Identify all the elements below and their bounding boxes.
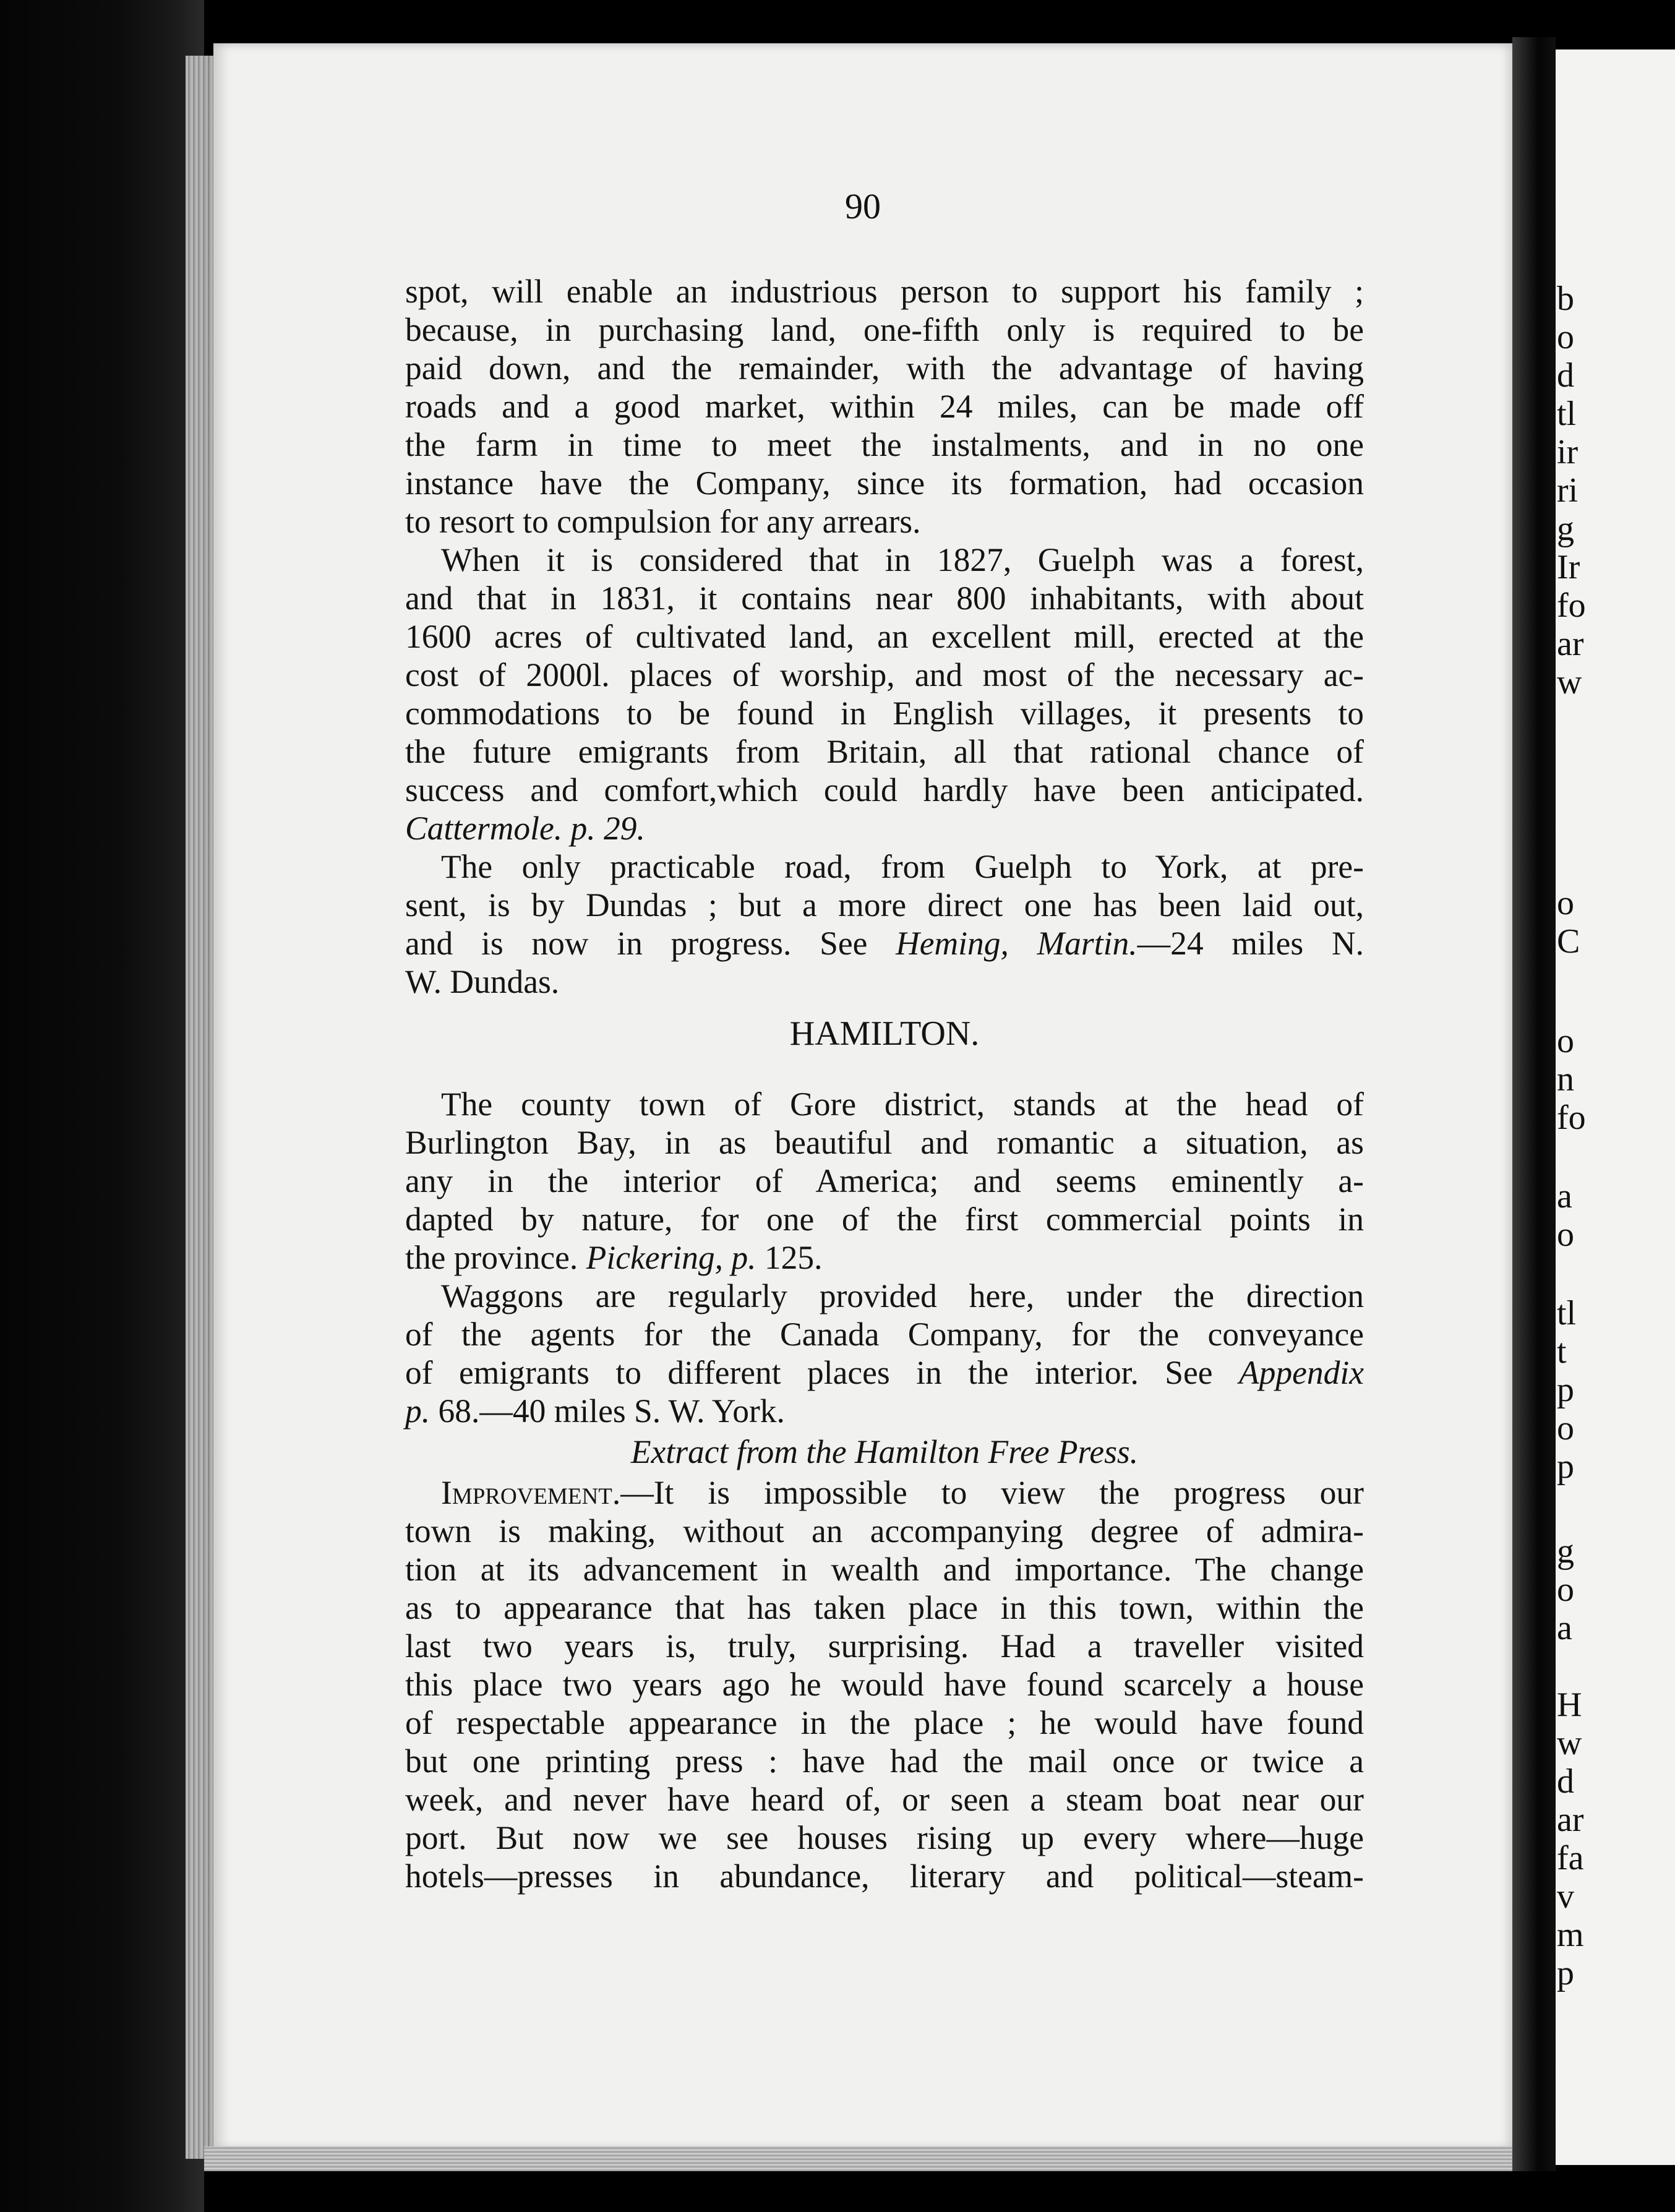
citation: Cattermole. p. 29. — [405, 810, 645, 847]
text-line: because, in purchasing land, one-fifth only is required to be — [405, 311, 1364, 348]
next-page-letters: a — [1557, 1609, 1572, 1647]
text-line: Burlington Bay, in as beautiful and romantic a situation, as — [405, 1124, 1364, 1161]
next-page-letters: t — [1557, 1332, 1567, 1371]
text-line: and that in 1831, it contains near 800 inhabitants, with about — [405, 580, 1364, 617]
text-line: to resort to compulsion for any arrears. — [405, 503, 921, 540]
text-line: the farm in time to meet the instalments, and in no one — [405, 426, 1364, 463]
text-line: sent, is by Dundas ; but a more direct one has been laid out, — [405, 886, 1364, 924]
next-page-letters: p — [1557, 1447, 1574, 1486]
text-line: paid down, and the remainder, with the advantage of having — [405, 349, 1364, 387]
text-line: W. Dundas. — [405, 963, 560, 1000]
text-line: of respectable appearance in the place ; he would have found — [405, 1704, 1364, 1741]
reference: Appendix — [1238, 1354, 1364, 1391]
next-page-letters: m — [1557, 1916, 1584, 1954]
text-line: the future emigrants from Britain, all that rational chance of — [405, 733, 1364, 770]
text-line: as to appearance that has taken place in this town, within the — [405, 1589, 1364, 1626]
text-line: The only practicable road, from Guelph to York, at pre- — [441, 848, 1364, 885]
text-line: the province. Pickering, p. 125. — [405, 1239, 823, 1276]
next-page-letters: n — [1557, 1060, 1574, 1099]
text-line: port. But now we see houses rising up every where—huge — [405, 1819, 1364, 1856]
next-page-letters: fa — [1557, 1839, 1584, 1877]
next-page-letters: p — [1557, 1371, 1574, 1409]
next-page-letters: fo — [1557, 1099, 1586, 1137]
next-page-letters: o — [1557, 884, 1574, 922]
text-line: spot, will enable an industrious person to support his family ; — [405, 273, 1364, 310]
book-gutter — [1512, 37, 1556, 2171]
text-line: commodations to be found in English villages, it presents to — [405, 695, 1364, 732]
text-line: roads and a good market, within 24 miles, can be made off — [405, 388, 1364, 425]
section-heading: HAMILTON. — [789, 1014, 980, 1053]
next-page-letters: ri — [1557, 471, 1579, 510]
next-page-letters: o — [1557, 1022, 1574, 1060]
next-page-fragment — [1556, 49, 1675, 2165]
text-line: success and comfort,which could hardly have been anticipated. — [405, 771, 1364, 808]
text-line: any in the interior of America; and seems eminently a- — [405, 1162, 1364, 1199]
next-page-letters: o — [1557, 1215, 1574, 1254]
text-line: but one printing press : have had the mail once or twice a — [405, 1743, 1364, 1780]
next-page-letters: b — [1557, 280, 1574, 318]
next-page-letters: ar — [1557, 1801, 1584, 1839]
next-page-letters: w — [1557, 663, 1582, 701]
text-line: 1600 acres of cultivated land, an excellent mill, erected at the — [405, 618, 1364, 655]
next-page-letters: ar — [1557, 625, 1584, 663]
text-line: Waggons are regularly provided here, under the direction — [441, 1277, 1364, 1314]
next-page-letters: p — [1557, 1954, 1574, 1992]
next-page-letters: d — [1557, 1762, 1574, 1801]
next-page-letters: w — [1557, 1724, 1582, 1762]
next-page-letters: fo — [1557, 586, 1586, 625]
next-page-letters: C — [1557, 922, 1580, 961]
page-bottom-edge — [204, 2146, 1534, 2171]
text-line: and is now in progress. See Heming, Martin.—24 miles N. — [405, 925, 1364, 962]
next-page-letters: o — [1557, 318, 1574, 356]
lead-word: Improvement. — [441, 1474, 621, 1511]
text-line: hotels—presses in abundance, literary and political—steam- — [405, 1858, 1364, 1895]
next-page-letters: g — [1557, 1532, 1574, 1571]
next-page-letters: H — [1557, 1686, 1582, 1724]
next-page-letters: v — [1557, 1877, 1574, 1916]
text-line: instance have the Company, since its formation, had occasion — [405, 465, 1364, 502]
text-line: of the agents for the Canada Company, for the conveyance — [405, 1316, 1364, 1353]
page-number: 90 — [845, 186, 881, 226]
next-page-letters: g — [1557, 510, 1574, 548]
next-page-letters: ir — [1557, 433, 1579, 471]
text-line: this place two years ago he would have found scarcely a house — [405, 1666, 1364, 1703]
next-page-letters: Ir — [1557, 548, 1580, 586]
text-line: The county town of Gore district, stands at the head of — [441, 1086, 1364, 1123]
next-page-letters: o — [1557, 1571, 1574, 1609]
text-line: dapted by nature, for one of the first commercial points in — [405, 1201, 1364, 1238]
next-page-letters: a — [1557, 1177, 1572, 1215]
next-page-letters: tl — [1557, 1294, 1577, 1332]
text-line: town is making, without an accompanying degree of admira- — [405, 1512, 1364, 1550]
page-text — [405, 272, 1364, 1895]
text-line: of emigrants to different places in the interior. See Appendix — [405, 1354, 1364, 1391]
book-binding-left — [0, 0, 204, 2212]
next-page-letters: d — [1557, 356, 1574, 395]
text-line: last two years is, truly, surprising. Had a traveller visited — [405, 1627, 1364, 1665]
extract-heading: Extract from the Hamilton Free Press. — [630, 1433, 1139, 1470]
text-line: When it is considered that in 1827, Guelph was a forest, — [441, 541, 1364, 578]
text-line: week, and never have heard of, or seen a steam boat near our — [405, 1781, 1364, 1818]
next-page-letters: tl — [1557, 395, 1577, 433]
next-page-letters: o — [1557, 1409, 1574, 1447]
text-line: Improvement.—It is impossible to view the progress our — [441, 1474, 1364, 1511]
reference: Pickering, p. — [586, 1239, 756, 1276]
text-line: cost of 2000l. places of worship, and most of the necessary ac- — [405, 656, 1364, 693]
text-line: p. 68.—40 miles S. W. York. — [405, 1392, 785, 1430]
reference: Heming, Martin. — [896, 925, 1137, 962]
text-line: tion at its advancement in wealth and importance. The change — [405, 1551, 1364, 1588]
